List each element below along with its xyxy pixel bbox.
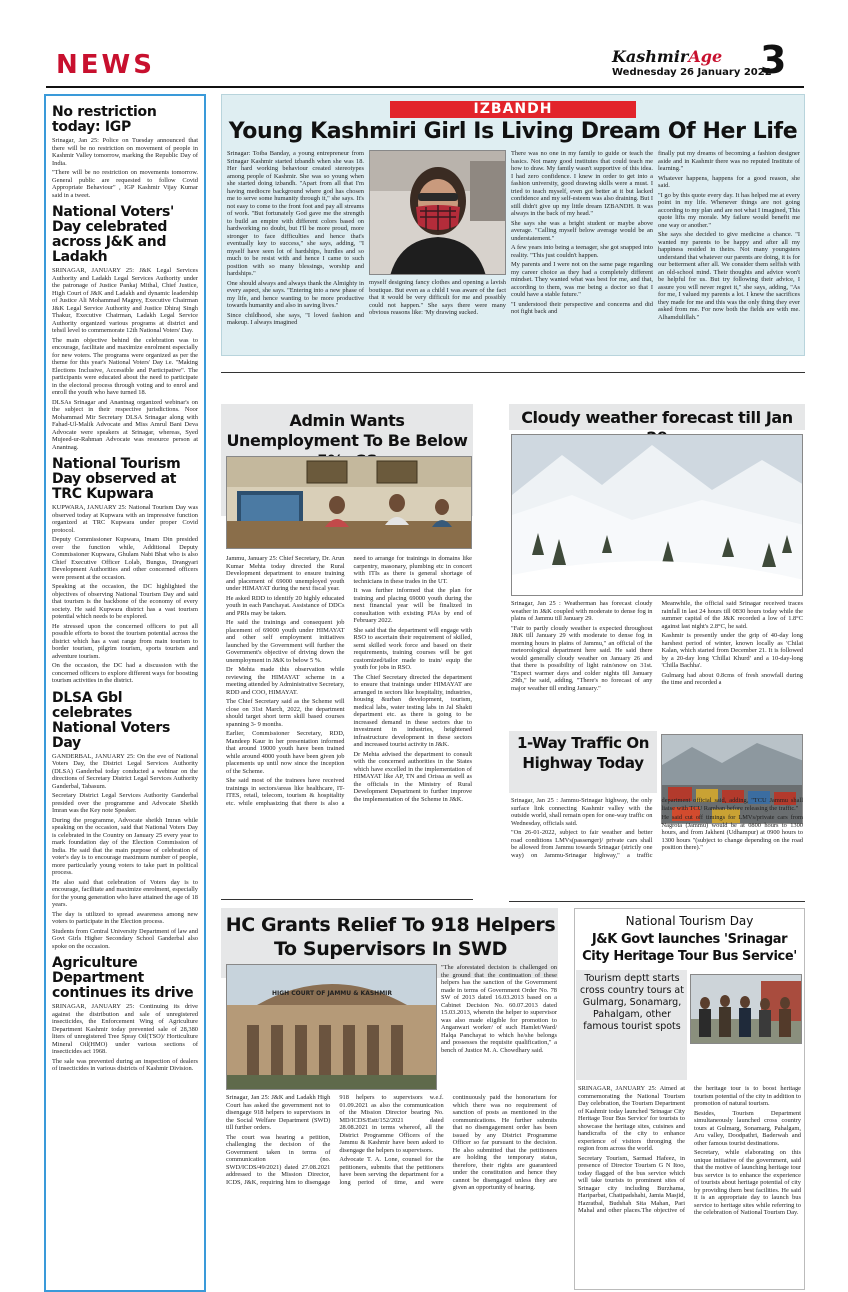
sidebar-story-headline: Agriculture Department continues its drive [52,955,194,1001]
weather-headline: Cloudy weather forecast till Jan [521,408,793,427]
paragraph: Jammu, January 25: Chief Secretary, Dr. Arun Kumar Mehta today directed the Rural Development department to ensure training and placement of 69000 unemployed youth under HIMAYAT during the next fiscal year. [226,555,345,592]
sidebar-story-body [52,753,198,951]
paragraph: Deputy Commissioner Kupwara, Imam Din presided over the function while, Additional Deputy Commissioner Kupwara, Ghulam Nabi Bhat who is also Chief Executive Officer Lolab, Bungus, Drangyari Development Authorities and other concerned officers were present at the occasion. [52,536,198,581]
paragraph: Srinagar, Jan 25 : Weatherman has forecast cloudy weather in J&K coupled with moderate to dense fog in plains of Jammu till January 29. [511,600,653,622]
izbandh-col3 [511,150,653,352]
paragraph: "There will be no restriction on movements tomorrow. General public are requested to follow Covid Appropriate Behaviour" , IGP Kashmir Vijay Kumar said in a tweet. [52,169,198,199]
heritage-body-top [578,1048,579,1049]
paragraph: She says she decided to give medicine a chance. "I wanted my parents to be happy and after all my happiness resided in theirs. Not many youngsters understand that whatever our parents are doing, it is for our betterment after all. We consider them selfish with an old-school mind. Their thoughts and advice won't be helpful for us. But try following their advice, I assure you will never regret it," she says, adding, "As for me, I valued my parents a lot. I knew the sacrifices they made for me and this was the only thing they ever asked from me. For now both the fields are with me. Alhamdulillah." [658,231,800,321]
sidebar-story-headline: National Voters' Day celebrated across J&K and Ladakh [52,204,174,265]
paragraph: "I understood their perspective and concerns and did not fight back and [511,300,653,315]
heritage-headline: J&K Govt launches 'Srinagar City Heritage Tour Bus Service' [582,932,797,964]
snow-mountain-photo [511,434,803,596]
paragraph: She said most of the trainees have received trainings in sectors/areas like healthcare, IT-ITES, retail, telecom, tourism & hospitality etc. while emphasizing that there is also a need to arrange for trainings in domains like carpentry, masonary, plumbing etc in concert with ITIs as there is general shortage of technicians in these trades in the UT. [226,555,472,807]
paragraph: He also said that celebration of Voters day is to encourage, facilitate and maximize enrolment, especially for the young generation who have attained the age of 18 years. [52,878,198,908]
unemployment-body [226,555,472,893]
paragraph: Secretary Tourism, Sarmad Hafeez, in presence of Director Tourism G N Itoo, today flagged of the bus service which will take tourists to prominent sites of Srinagar city including Burzhama, Hariparbat, Chatipadshahi, Jamia Masjid, Hazratbal, Budshah Sita Mahan, Pari Mahal and other places.The objective of the heritage tour is to boost heritage tourism potential of the city in addition to promotion of natural tourism. [578,1085,801,1214]
paragraph: Students from Central University Department of law and Govt Girls Higher Secondary School Ganderbal also spoke on the occasion. [52,927,198,950]
masthead-date: Wednesday 26 January 2022 [612,67,772,78]
page-number: 3 [760,38,787,82]
officials-group-icon [691,975,802,1044]
sidebar-story-body [52,267,198,451]
weather-body [511,600,803,725]
rule-under-unemployment [221,899,473,900]
paper-name-suffix: Age [688,47,723,66]
paragraph: Since childhood, she says, "I loved fashion and makeup. I always imagined [227,311,364,326]
meeting-room-icon [227,457,472,549]
paragraph: He asked RDD to identify 20 highly educated youth in each Panchayat. Assistance of DDCs and PRIs may be taken. [226,594,345,617]
paragraph: Kashmir is presently under the grip of 40-day long harshest period of winter, known locally as 'Chilai Kalan, which started from December 21. It is followed by a 20-day long 'Chillai Khurd' and a 10-day-long 'Chilla Bachha'. [661,632,803,669]
paragraph: SRINAGAR, JANUARY 25: J&K Legal Services Authority and Ladakh Legal Services Authority under the patronage of Justice Pankaj Mithal, Chief Justice, High Court of J&K and Ladakh and dynamic leadership of Justice Ali Mohammad Magrey, Executive Chairman J&K Legal Service Authority and Justice Dhiraj Singh Thakur, Executive Chairman, Ladakh Legal Service Authority organized various programs at district and tehsil level to commemorate 12th National Voters' Day. [52,267,198,334]
paragraph: Srinagar, Jan 25: J&K and Ladakh High Court has asked the government not to disengage 918 helpers to supervisors in the Social Welfare Department (SWD) till further orders. [226,1094,331,1131]
paragraph: "On 26-01-2022, subject to fair weather and better road conditions LMVs(passenger)/ private cars shall be allowed from Jammu towards Srinagar (strictly one way) on Jammu-Srinagar highway," a traffic department official said, adding, "TCU Jammu shall liaise with TCU Ramban before releasing the traffic." [511,797,803,859]
paragraph: The Chief Secretary said as the Scheme will close on 31st March, 2022, the department should target short term skill based courses spanning 3- 9 months. [226,698,345,728]
sidebar-story-body [52,137,198,199]
paragraph: "Fair to partly cloudy weather is expected throughout J&K till January 29 with moderate to dense fog in morning hours in plains of Jammu," an official of the meteorological department here said. He said there would generally cloudy weather on January 26 and that there is possibility of light rain/snow on 31st. "Expect warmer days and colder nights till January 29th," he said, adding, "There's no forecast of any major weather till ending January." [511,624,653,692]
paragraph: Speaking at the occasion, the DC highlighted the objectives of observing National Tourism Day and said that tourism is the backbone of the economy of every society. He said Kupwara district has a vast tourism potential which needs to be explored. [52,583,198,620]
paragraph: GANDERBAL, JANUARY 25: On the eve of National Voters Day, the District Legal Services Authority (DLSA) Ganderbal today conducted a webinar on the directions of Secretary District Legal Services Authority Ganderbal, Tabasum. [52,752,198,790]
snow-mountain-icon [512,435,803,596]
paragraph: DLSAs Srinagar and Anantnag organized webinar's on the subject in their respective jurisdictions. Noor Mohammad Mir Secretary DLSA Srinagar along with Fahad-Ul-Malik Advocate and Miss Amrul Bani Deva Advocate were speakers at Srinagar, whereas, Syed Mujeed-ur-Rahman Advocate was resource person at Anantnag. [52,398,198,451]
masthead-logo [612,47,722,66]
paragraph: The Chief Secretary directed the department to ensure that trainings under HIMAYAT are arranged in sectors like hospitality, industries, housing &urban development, tourism, medical labs, water testing labs in Jal Shakti department etc. as there is going to be increased demand in these sectors due to investment in industries, heightened infrastructure development in these sectors and increased tourist activity in J&K. [353,673,472,748]
unemployment-headline: Admin Wants Unemployment To Be Below [226,411,468,450]
paragraph: Gulmarg had about 0.8cms of fresh snowfall during the time and recorded a [661,671,803,686]
izbandh-col4 [658,150,800,352]
paragraph: He said cut off timings for LMVs/private cars from Nagrota (Jammu) would be at 0800 hours to 1300 hours, and from Jakheni (Udhampur) at 0900 hours to 1300 hours "(subject to change depending on the road position there)." [661,814,803,851]
paragraph: SRINAGAR, JANUARY 25: Continuing its drive against the distribution and sale of unregistered insecticides, the Enforcement Wing of Agriculture Department Kashmir today prevented sale of 28,380 liters of unregistered Tree Spray Oil(TSO)/ Horticulture Mineral Oil(HMO) under various sections of insecticides act 1968. [52,1003,198,1055]
paragraph: The court was hearing a petition, challenging the decision of the Government taken in terms of communication (no. SWD/ICDS/49/2021) dated 27.08.2021 addressed to the Mission Director, ICDS, J&K, requiring him to disengage 918 helpers to supervisors w.e.f. 01.09.2021 as also the communication of the Mission Director bearing No. MD/ICDS/Estt/152/2021 dated 28.08.2021 in terms whereof, all the District Programme Officers of the Jammu & Kashmir have been asked to disengage the helpers to supervisors. [226,1094,444,1186]
paragraph: Secretary, while elaborating on this unique initiative of the government, said that the motive of launching heritage tour bus service is to enhance the experience of tourists about heritage potential of city by providing them best facilities. He said it is an appropriate day to launch bus service to heritage sites while referring to the celebration of National Tourism Day. [694,1149,801,1216]
high-court-building-icon [227,965,437,1090]
heritage-subhead: Tourism deptt starts cross country tours at Gulmarg, Sonamarg, Pahalgam, other famous tourist spots [580,973,684,1032]
paragraph: Whatever happens, happens for a good reason, she said. [658,174,800,189]
paragraph: During the programme, Advocate sheikh Imran while speaking on the occasion, said that National Voters Day is celebrated in the Country on January 25 every year to mark foundation day of the Election Commission of India. He said that the main purpose of celebration of voter's day is to encourage maximum number of people, more particularly young voters to take part in political process. [52,816,198,876]
paragraph: My parents and I were not on the same page regarding my career choice as they had a completely different mindset. They wanted what was best for me, and that, according to them, was me being a doctor so that I could have a stable future." [511,261,653,298]
hc-body [226,1094,557,1290]
court-sign: HIGH COURT OF JAMMU & KASHMIR [271,990,393,997]
sidebar-story-body [52,1003,198,1073]
paragraph: One should always and always thank the Almighty in every aspect, she says. "Entering into a new phase of my life, and hence wanting to be more productive towards humanity and also in saving lives." [227,279,364,309]
sidebar-story-headline: No restriction today: IGP [52,104,157,135]
paragraph: SRINAGAR, JANUARY 25: Aimed at commemorating the National Tourism Day celebration, the Tourism Department of Kashmir today launched 'Srinagar City Heritage Tour Bus Service' for tourists to showcase the heritage sites, cuisines and handicrafts of the city to enhance experience of visitors thronging the region from across the world. [578,1085,685,1152]
paragraph: On the occasion, the DC had a discussion with the concerned officers to explore different ways for boosting tourism activities in the district. [52,662,198,684]
paragraph: The main objective behind the celebration was to encourage, facilitate and maximize enrolment especially for new voters. The programs were organized as per the theme for this year's National Voters' Day i.e. "Making Elections Inclusive, Accessible and Participative". The participants were educated about the need to participate in the electoral process through voting and to enrol and enroll the youth who have turned 18. [52,336,198,396]
paragraph: The day is utilized to spread awareness among new voters to participate in the Election process. [52,910,198,925]
paragraph: Srinagar, Jan 25 : Jammu-Srinagar highway, the only surface link connecting Kashmir valley with the outside world, shall remain open for one-way traffic on Wednesday, officials said. [511,797,653,827]
left-sidebar [44,94,206,1292]
hc-headline: HC Grants Relief To 918 Helpers To Supervisors In SWD [225,914,556,960]
sidebar-story-body [52,504,198,685]
izbandh-under-photo: myself designing fancy clothes and opening a lavish boutique. But even as a child I was aware of the fact that it would be very difficult for me and possibly could not happen." She says there were many obvious reasons like: 'My drawing sucked. [369,279,506,316]
portrait-woman-mask-icon [370,151,506,275]
paragraph: She said that the department will engage with RSO to ascertain their requirement of skilled, semi skilled work force and based on their requirements, training courses will be got customized/tailor made to train/ equip the youth for jobs in RSO. [353,626,472,671]
sidebar-story-headline: DLSA Gbl celebrates National Voters Day [52,689,170,751]
izbandh-kicker: IZBANDH [390,101,636,118]
heritage-body [578,1085,801,1287]
paragraph: Dr Mehta advised the department to consult with the concerned authorities in the States which have excelled in the implementation of HIMAYAT like AP, TN and Orissa as well as the officials in the Ministry of Rural Development Department to further improve the implementation of the Scheme in J&K. [353,750,472,803]
highway-body [511,797,803,897]
paragraph: Advocate T. A. Lone, counsel for the petitioners, submits that the petitioners have been serving the department for a long period of time, and were continuously paid the honorarium for which there was no requirement of sanction of posts as mentioned in the communications. He further submits that no disengagement order has been issued by any District Programme Officer so far pursuant to the decision. He also submitted that the petitioners are holding the temporary status, therefore, their rights are guaranteed under the constitution and hence they cannot be disengaged unless they are given an opportunity of hearing. [339,1094,557,1191]
paragraph: Secretary District Legal Services Authority Ganderbal presided over the programme and Advocate Sheikh Imran was the Key note Speaker. [52,792,198,814]
highway-headline: 1-Way Traffic On Highway Today [516,734,650,772]
hc-body-right [441,964,557,1090]
section-title: NEWS [56,50,155,80]
officials-group-photo [690,974,802,1044]
rule-under-izbandh [221,372,805,373]
paragraph: The sale was prevented during an inspection of dealers of insecticides in various districts of Kashmir Division. [52,1057,198,1072]
paragraph: A few years into being a teenager, she got snapped into reality. "This just couldn't happen. [511,244,653,259]
portrait-woman-mask-photo [369,150,506,275]
high-court-building-photo [226,964,437,1090]
paper-name: Kashmir [612,47,689,66]
paragraph: Srinagar, Jan 25: Police on Tuesday announced that there will be no restriction on movement of people in Kashmir Valley tomorrow, marking the Republic Day of India. [52,137,198,167]
paragraph: "I go by this quote every day. It has helped me at every point in my life. Whenever things are not going according to my plan and are not what I imagined, This quote lifts my morale. My failure would benefit me one way or another." [658,191,800,229]
paragraph: Srinagar: Toiba Banday, a young entrepreneur from Srinagar Kashmir started izbandh when she was 18. Her hard working behaviour created stereotypes among people of Kashmir. She was so young when she started doing izbandh. "Apart from all that I'm having mediocre background where god has chosen me to serve some humanity through it," she says. It's not easy to come to the front foot and pay all streams of work. "But fortunately God gave me the strength to build an empire with different colors based on hardworking no doubt, but I'll be more proud, more stronger to face difficulties and hence that's eventually key to success," she says, adding, "I myself have seen lot of hardships, hurdles and so much to be resist with and hence I came to such position with so many blessings, worship and hardships." [227,150,364,277]
paragraph: She says she was a bright student or maybe above average. "Calling myself below average would be an understatement." [511,219,653,242]
paragraph: He stressed upon the concerned officers to put all possible efforts to boost the tourism potential across the district which has a vast range from main tourism to border tourism, pilgrim tourism, sports tourism and adventure tourism. [52,622,198,660]
paragraph: There was no one in my family to guide or teach the basics. Not many good institutes that could teach me how to draw. My family wasn't supportive of this idea. I had zero confidence. I knew in order to get into a fashion university, good drawing skills were a must. I tried to teach myself, even got better at it but lacked confidence and my self-esteem was also draining. But I still didn't give up my little dream IZBANDH. It was always in the back of my head." [511,150,653,217]
paragraph: Dr Mehta made this observation while reviewing the HIMAYAT scheme in a meeting attended by Administrative Secretary, RDD and COO, HIMAYAT. [226,666,345,696]
rule-under-highway [509,901,805,902]
sidebar-stories [52,105,198,1073]
masthead-rule [46,86,804,88]
paragraph: Earlier, Commissioner Secretary, RDD, Mandeep Kaur in her presentation informed that around 19000 youth have been trained while around 4000 youth have been given job placements up until now since the inception of the Scheme. [226,730,345,775]
paragraph: KUPWARA, JANUARY 25: National Tourism Day was observed today at Kupwara with an impressive function organized at TRC Kupwara under proper Covid protocol. [52,504,198,534]
paragraph: It was further informed that the plan for training and placing 69000 youth during the next financial year will be finalized in consultation with existing PIAs by end of February 2022. [353,587,472,624]
paragraph: finally put my dreams of becoming a fashion designer aside and in Kashmir there was no reputed Institute of learning." [658,150,800,172]
paragraph: "The aforestated decision is challenged on the ground that the continuation of these helpers has the sanction of the Government made in terms of Government Order No. 78 SW of 2013 dated 16.03.2013 based on a Cabinet Decision No. 60.07.2013 dated 15.03.2013, wherein the helper to supervisor was also made eligible for promotion to Anganwari worker/ of such Hamlet/Ward/ Halqa Panchayat to which he/she belongs and possesses the requisite qualification," a bench of Justice M. A. Chowdhary said. [441,964,557,1054]
paragraph: He said the trainings and consequent job placement of 69000 youth under HIMAYAT and other self employment initiatives launched by the Government will further the Government's objective of driving down the unemployment in J&K to below 5 %. [226,619,345,664]
paragraph: Besides, Tourism Department simultaneously launched cross country tours at Gulmarg, Sonamarg, Pahalgam, Aru valley, Doodpathri, Baderwah and other famous tourist destinations. [694,1109,801,1147]
sidebar-story-headline: National Tourism Day observed at TRC Kupwara [52,456,181,502]
izbandh-headline: Young Kashmiri Girl Is Living Dream Of Her Life [228,119,798,144]
izbandh-col1 [227,150,364,352]
meeting-room-photo [226,456,472,549]
heritage-kicker: National Tourism Day [625,914,754,928]
paragraph: Meanwhile, the official said Srinagar received traces rainfall in last 24 hours till 0830 hours today while the summer capital of the J&K recorded a low of 1.8°C against last night's 2.8°C, he said. [661,600,803,630]
